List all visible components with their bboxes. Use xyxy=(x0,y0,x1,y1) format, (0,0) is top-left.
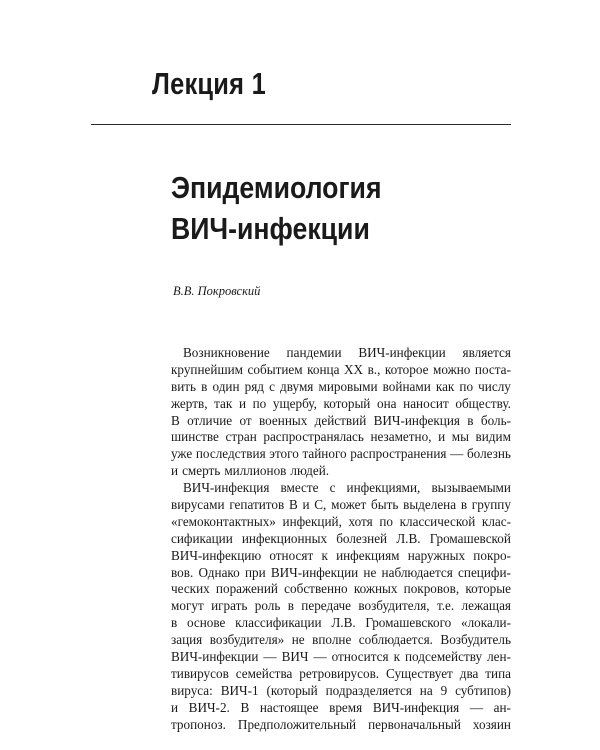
word: вполне xyxy=(312,632,352,648)
word: соблюдается. xyxy=(358,632,433,648)
word: вирусами xyxy=(171,497,225,513)
text-line xyxy=(171,396,511,413)
word: который xyxy=(323,395,371,411)
text-line xyxy=(171,446,511,463)
text-line xyxy=(171,548,511,565)
word: крупнейшим xyxy=(171,361,244,377)
word: инфекционных xyxy=(241,530,328,546)
word: по xyxy=(252,395,267,411)
word: от xyxy=(239,412,252,428)
word: последствия xyxy=(195,446,266,462)
chapter-title-line-1: Эпидемиология xyxy=(171,170,382,205)
word: Существует xyxy=(386,665,453,681)
word: тропоноз. xyxy=(171,716,226,732)
word: выделена xyxy=(403,497,457,513)
word: жертв, xyxy=(171,395,208,411)
word: один xyxy=(212,378,240,394)
word: лен- xyxy=(487,649,511,665)
word: 9 xyxy=(440,682,448,698)
word: С, xyxy=(314,497,327,513)
word: ВИЧ-2. xyxy=(188,699,230,715)
word: ВИЧ-инфекция xyxy=(372,699,460,715)
word: Возникновение xyxy=(183,345,270,360)
word: подразделяется xyxy=(325,682,412,698)
word: Возбудитель xyxy=(440,632,511,648)
word: хозяин xyxy=(472,716,511,732)
word: в xyxy=(287,598,294,614)
lecture-label: Лекция 1 xyxy=(152,66,266,101)
word: смерть xyxy=(182,463,221,479)
word: ВИЧ-инфекция xyxy=(183,480,270,496)
word: собственно xyxy=(284,581,348,597)
word: может xyxy=(331,497,367,513)
word: ретровирусов. xyxy=(299,665,380,681)
word: Л.В. xyxy=(396,530,421,546)
chapter-title-line-2: ВИЧ-инфекции xyxy=(171,211,370,246)
word: вов. xyxy=(171,564,194,580)
word: по xyxy=(459,378,474,394)
text-line xyxy=(171,615,511,632)
word: возбудителя» xyxy=(209,632,285,648)
text-line xyxy=(171,717,511,734)
word: войнами xyxy=(382,378,431,394)
word: ВИЧ-инфекция xyxy=(373,412,460,428)
word: «гемоконтактных» xyxy=(171,513,276,529)
word: видим xyxy=(475,429,511,445)
word: Громашевского xyxy=(365,615,452,631)
text-line xyxy=(171,581,511,598)
word: незаметно, xyxy=(370,429,432,445)
word: вызываемыми xyxy=(431,480,511,496)
word: покровов, xyxy=(403,581,460,597)
word: Однако xyxy=(198,564,240,580)
word: людей. xyxy=(290,463,330,479)
author-name: В.В. Покровский xyxy=(173,284,261,298)
word: так xyxy=(214,395,233,411)
word: покро- xyxy=(473,547,511,563)
text-line xyxy=(171,598,511,615)
word: является xyxy=(462,345,511,360)
word: играть xyxy=(211,598,248,614)
word: Громашевской xyxy=(429,530,511,546)
word: ВИЧ-инфекции xyxy=(171,649,259,665)
word: ущербу, xyxy=(272,395,317,411)
word: как xyxy=(435,378,455,394)
word: вить xyxy=(171,378,197,394)
word: и xyxy=(302,497,310,513)
text-line xyxy=(171,413,511,430)
word: отличие xyxy=(187,412,233,428)
word: и xyxy=(238,395,246,411)
word: в., xyxy=(367,361,381,377)
body-text xyxy=(171,345,511,733)
word: быть xyxy=(371,497,399,513)
word: действий xyxy=(314,412,367,428)
word: в xyxy=(467,412,474,428)
word: с xyxy=(329,480,336,496)
word: субтипов) xyxy=(455,682,511,698)
chapter-title xyxy=(171,167,382,249)
word: к xyxy=(393,649,400,665)
word: которые xyxy=(465,581,511,597)
word: и xyxy=(438,429,446,445)
word: В xyxy=(171,412,180,428)
word: вместе xyxy=(280,480,319,496)
word: — xyxy=(469,699,483,715)
text-line xyxy=(171,497,511,514)
word: Л.В. xyxy=(331,615,356,631)
word: и xyxy=(171,463,179,479)
word: могут xyxy=(171,598,204,614)
word: поста- xyxy=(474,361,511,377)
word: не xyxy=(291,632,305,648)
word: ВИЧ-инфекции xyxy=(358,345,446,360)
text-line xyxy=(171,463,511,480)
word: при xyxy=(244,564,266,580)
word: подсемейству xyxy=(404,649,483,665)
word: передаче xyxy=(301,598,352,614)
word: семейства xyxy=(235,665,293,681)
text-line xyxy=(171,345,511,362)
word: зация xyxy=(171,632,203,648)
word: два xyxy=(459,665,479,681)
word: в xyxy=(171,615,178,631)
text-line xyxy=(171,700,511,717)
word: ряд xyxy=(244,378,264,394)
header-divider xyxy=(91,124,511,125)
word: наносит xyxy=(403,395,449,411)
text-line xyxy=(171,379,511,396)
word: мировыми xyxy=(318,378,378,394)
word: и xyxy=(171,699,179,715)
word: можно xyxy=(433,361,471,377)
word: мы xyxy=(451,429,469,445)
word: хотя xyxy=(348,513,373,529)
word: роль xyxy=(254,598,281,614)
word: не xyxy=(363,564,377,580)
text-line xyxy=(171,632,511,649)
word: инфекциями, xyxy=(346,480,421,496)
word: в xyxy=(201,378,208,394)
word: болезней xyxy=(336,530,388,546)
word: с xyxy=(269,378,275,394)
word: событием xyxy=(247,361,303,377)
text-line xyxy=(171,362,511,379)
word: основе xyxy=(186,615,226,631)
word: клас- xyxy=(481,513,511,529)
word: ВИЧ-1 xyxy=(220,682,259,698)
word: ВИЧ-инфекции xyxy=(270,564,359,580)
word: инфекциям xyxy=(336,547,400,563)
text-line xyxy=(171,649,511,666)
word: боль- xyxy=(480,412,511,428)
word: специфи- xyxy=(458,564,511,580)
word: относят xyxy=(269,547,314,563)
word: кожных xyxy=(353,581,398,597)
word: лежащая xyxy=(461,598,511,614)
word: В xyxy=(288,497,298,513)
word: числу xyxy=(478,378,511,394)
word: болезнь xyxy=(466,446,511,462)
word: уже xyxy=(171,446,193,462)
text-line xyxy=(171,514,511,531)
text-line xyxy=(171,565,511,582)
word: время xyxy=(329,699,363,715)
word: ан- xyxy=(493,699,511,715)
word: на xyxy=(419,682,433,698)
word: инфекций, xyxy=(282,513,342,529)
word: классической xyxy=(399,513,476,529)
word: Предположительный xyxy=(237,716,357,732)
word: тивирусов xyxy=(171,665,229,681)
word: группу xyxy=(471,497,511,513)
word: «локали- xyxy=(461,615,511,631)
word: классификации xyxy=(235,615,322,631)
word: типа xyxy=(485,665,511,681)
word: сификации xyxy=(171,530,233,546)
text-line xyxy=(171,480,511,497)
word: обществу. xyxy=(455,395,511,411)
word: относится xyxy=(331,649,389,665)
word: — xyxy=(263,649,277,665)
word: тайного xyxy=(302,446,347,462)
word: поражений xyxy=(215,581,278,597)
word: настоящее xyxy=(259,699,319,715)
word: ВИЧ xyxy=(281,649,309,665)
word: пандемии xyxy=(286,345,342,360)
word: — xyxy=(450,446,464,462)
word: первоначальный xyxy=(368,716,461,732)
word: т.е. xyxy=(436,598,455,614)
word: вируса: xyxy=(171,682,213,698)
word: распространялась xyxy=(263,429,364,445)
word: наблюдается xyxy=(381,564,453,580)
word: шинстве xyxy=(171,429,219,445)
word: этого xyxy=(269,446,299,462)
text-line xyxy=(171,666,511,683)
word: В xyxy=(240,699,250,715)
word: она xyxy=(377,395,397,411)
text-line xyxy=(171,531,511,548)
word: к xyxy=(321,547,328,563)
word: двумя xyxy=(280,378,314,394)
word: миллионов xyxy=(224,463,287,479)
word: XX xyxy=(343,361,364,377)
word: ческих xyxy=(171,581,210,597)
word: конца xyxy=(307,361,340,377)
word: стран xyxy=(225,429,257,445)
word: (который xyxy=(266,682,318,698)
word: ВИЧ-инфекцию xyxy=(171,547,262,563)
text-line xyxy=(171,683,511,700)
word: — xyxy=(313,649,327,665)
text-line xyxy=(171,429,511,446)
word: в xyxy=(460,497,468,513)
word: гепатитов xyxy=(229,497,285,513)
word: по xyxy=(379,513,393,529)
word: которое xyxy=(384,361,429,377)
word: наружных xyxy=(407,547,466,563)
word: распространения xyxy=(350,446,447,462)
word: возбудителя, xyxy=(358,598,430,614)
word: военных xyxy=(259,412,308,428)
